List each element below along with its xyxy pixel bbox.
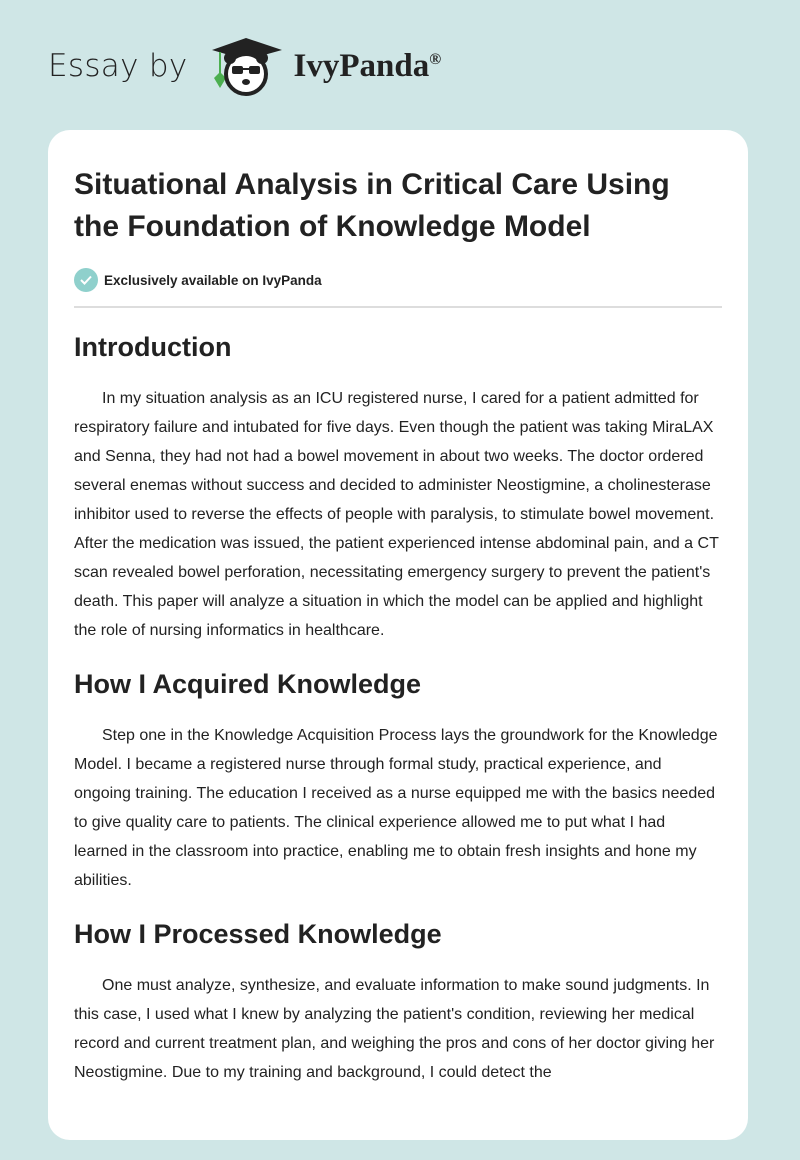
essay-by-label: Essay by [48, 48, 188, 84]
section-heading: How I Processed Knowledge [74, 919, 442, 949]
panda-logo-icon[interactable] [202, 36, 288, 96]
essay-card [48, 130, 748, 1140]
section-paragraph: In my situation analysis as an ICU registered nurse, I cared for a patient admitted for respiratory failure and intubated for five days. Even though the patient was taking MiraLAX and Senna, they had not had a bowel movement in about two weeks. The doctor ordered several enemas without success and decided to administer Neostigmine, a cholinesterase inhibitor used to reverse the effects of people with paralysis, to stimulate bowel movement. After the medication was issued, the patient experienced intense abdominal pain, and a CT scan revealed bowel perforation, necessitating emergency surgery to prevent the patient's death. This paper will analyze a situation in which the model can be applied and highlight the role of nursing informatics in healthcare. [74, 390, 719, 639]
exclusive-badge [74, 268, 722, 292]
page-title: Situational Analysis in Critical Care Using the Foundation of Knowledge Model [74, 168, 670, 243]
check-icon [74, 268, 98, 292]
site-header [48, 38, 441, 94]
section-heading: Introduction [74, 332, 232, 362]
section-heading: How I Acquired Knowledge [74, 669, 422, 699]
section-paragraph: Step one in the Knowledge Acquisition Process lays the groundwork for the Knowledge Model. I became a registered nurse through formal study, practical experience, and ongoing training. The education I received as a nurse equipped me with the basics needed to give quality care to patients. The clinical experience allowed me to put what I had learned in the classroom into practice, enabling me to obtain fresh insights and hone my abilities. [74, 727, 718, 889]
section-paragraph: One must analyze, synthesize, and evaluate information to make sound judgments. In this case, I used what I knew by analyzing the patient's condition, reviewing her medical record and current treatment plan, and weighing the pros and cons of her doctor giving her Neostigmine. Due to my training and background, I could detect the [74, 977, 715, 1081]
brand-name[interactable]: IvyPanda® [293, 47, 442, 84]
divider [74, 306, 722, 308]
exclusive-label: Exclusively available on IvyPanda [104, 272, 322, 288]
